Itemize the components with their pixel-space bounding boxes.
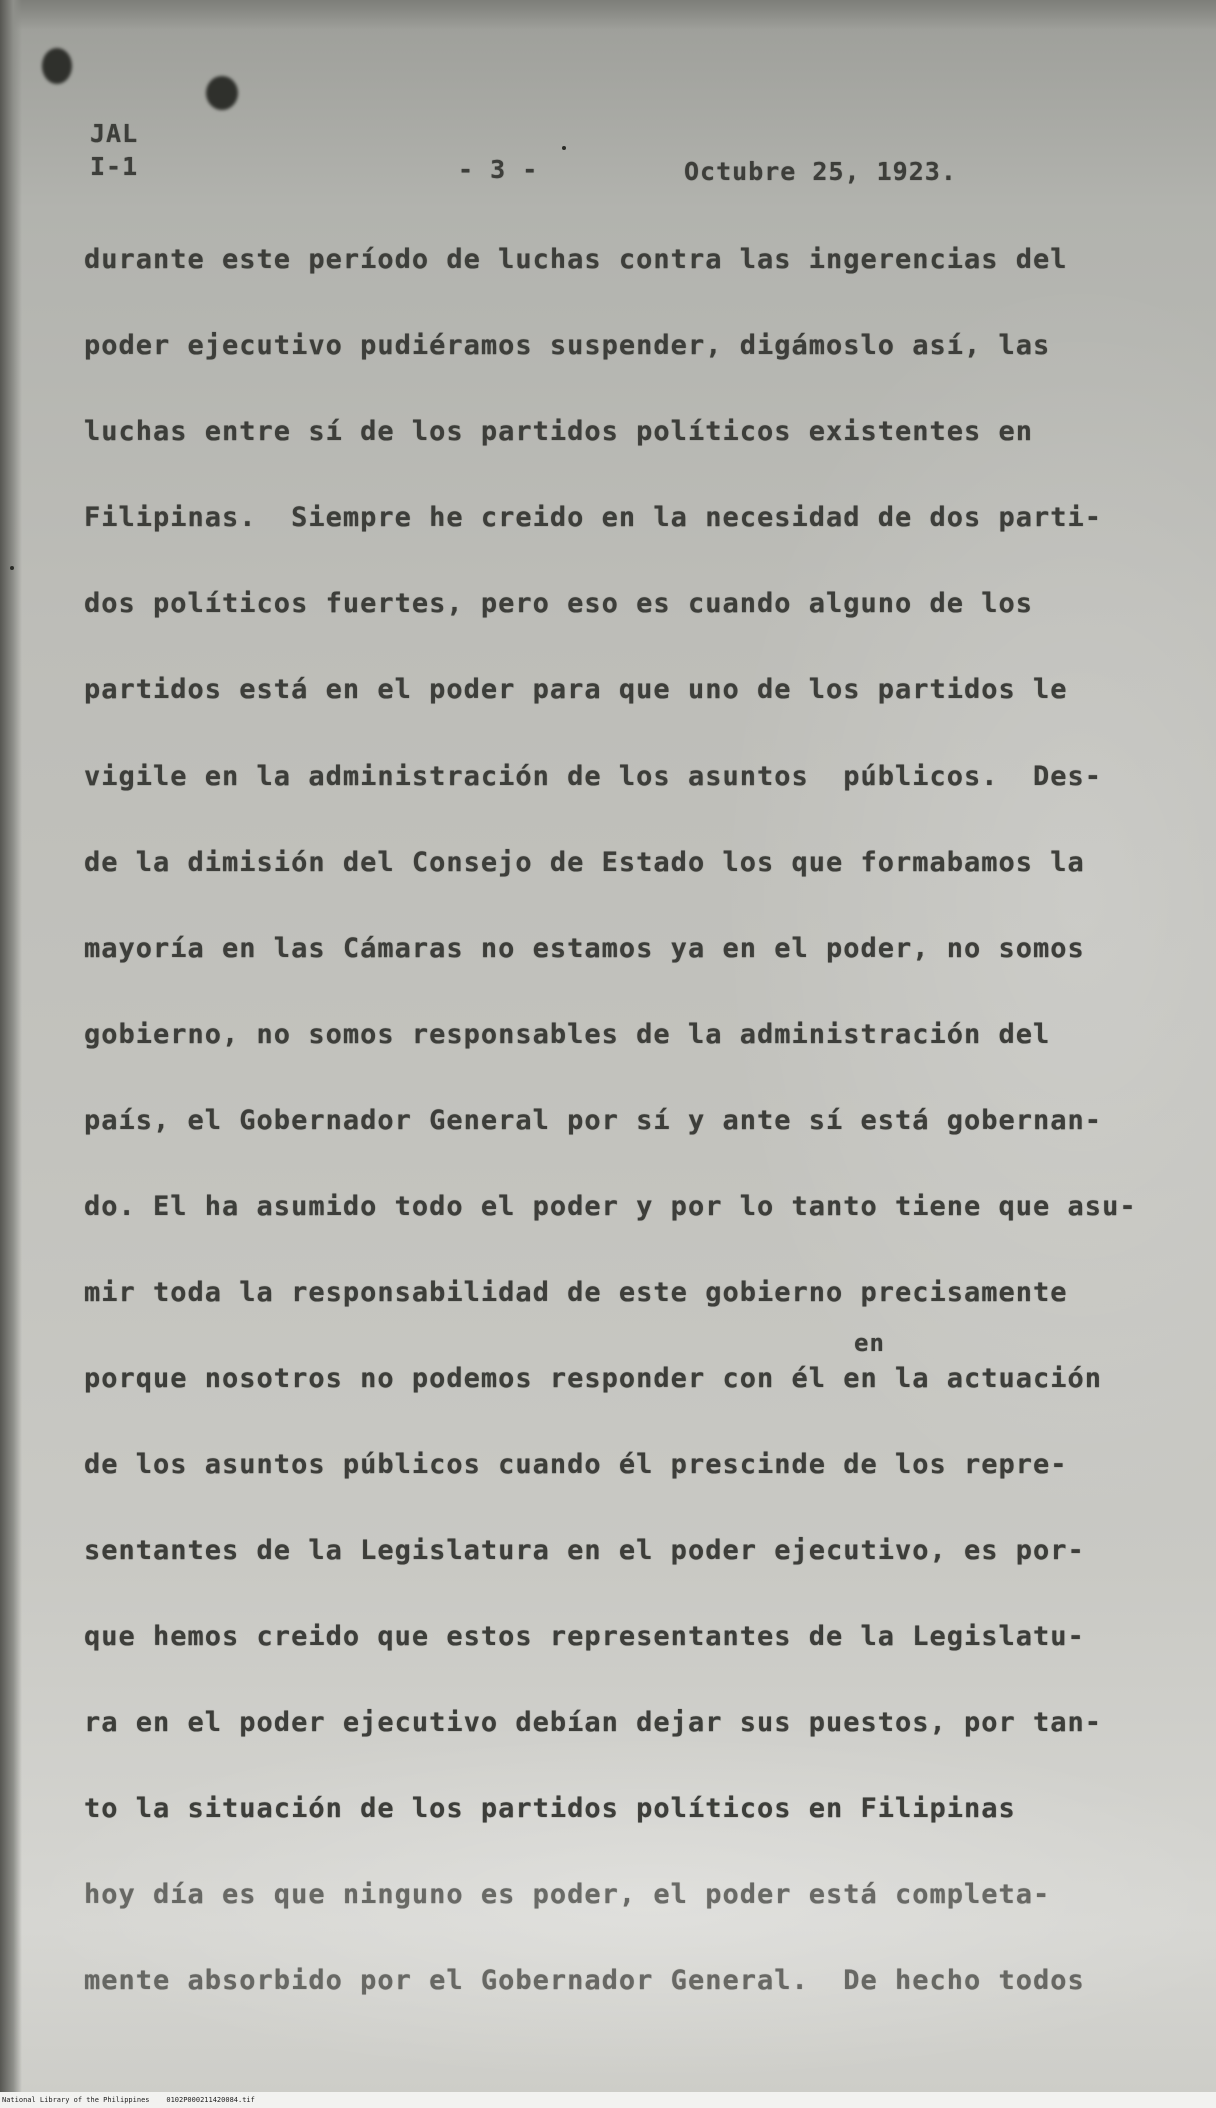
body-line: poder ejecutivo pudiéramos suspender, digámoslo así, las: [84, 330, 1051, 361]
body-line: sentantes de la Legislatura en el poder ejecutivo, es por-: [84, 1535, 1085, 1566]
body-line: de los asuntos públicos cuando él prescinde de los repre-: [84, 1449, 1068, 1480]
interlinear-insert: en: [854, 1329, 885, 1357]
body-line: mayoría en las Cámaras no estamos ya en el poder, no somos: [84, 933, 1085, 964]
body-line: mente absorbido por el Gobernador General. De hecho todos: [84, 1965, 1085, 1996]
body-line: mir toda la responsabilidad de este gobierno precisamente: [84, 1277, 1068, 1308]
body-line: hoy día es que ninguno es poder, el poder está completa-: [84, 1879, 1051, 1910]
body-line: do. El ha asumido todo el poder y por lo tanto tiene que asu-: [84, 1191, 1137, 1222]
body-line: luchas entre sí de los partidos políticos existentes en: [84, 416, 1034, 447]
archive-footer: National Library of the Philippines 0102P000211420084.tif: [0, 2092, 1216, 2108]
body-line: dos políticos fuertes, pero eso es cuando alguno de los: [84, 588, 1034, 619]
ink-blot: [42, 48, 72, 84]
header-initials: JAL: [90, 119, 139, 148]
page-top-shadow: [0, 0, 1216, 30]
body-line: ra en el poder ejecutivo debían dejar sus puestos, por tan-: [84, 1707, 1103, 1738]
header-code: I-1: [90, 152, 139, 181]
body-line: Filipinas. Siempre he creido en la necesidad de dos parti-: [84, 502, 1103, 533]
body-line: to la situación de los partidos políticos en Filipinas: [84, 1793, 1016, 1824]
body-line: durante este período de luchas contra las ingerencias del: [84, 244, 1068, 275]
body-line: que hemos creido que estos representantes de la Legislatu-: [84, 1621, 1085, 1652]
ink-blot: [206, 76, 238, 110]
header-date: Octubre 25, 1923.: [684, 157, 957, 186]
body-line: de la dimisión del Consejo de Estado los que formabamos la: [84, 847, 1085, 878]
body-line: vigile en la administración de los asuntos públicos. Des-: [84, 761, 1103, 792]
ink-speck: [10, 566, 14, 570]
page-left-edge: [0, 0, 22, 2092]
ink-speck: [562, 146, 566, 150]
page-number: - 3 -: [458, 155, 539, 184]
body-line: porque nosotros no podemos responder con él en la actuación: [84, 1363, 1103, 1394]
body-line: gobierno, no somos responsables de la administración del: [84, 1019, 1051, 1050]
body-line: partidos está en el poder para que uno de los partidos le: [84, 674, 1068, 705]
body-line: país, el Gobernador General por sí y ante sí está gobernan-: [84, 1105, 1103, 1136]
